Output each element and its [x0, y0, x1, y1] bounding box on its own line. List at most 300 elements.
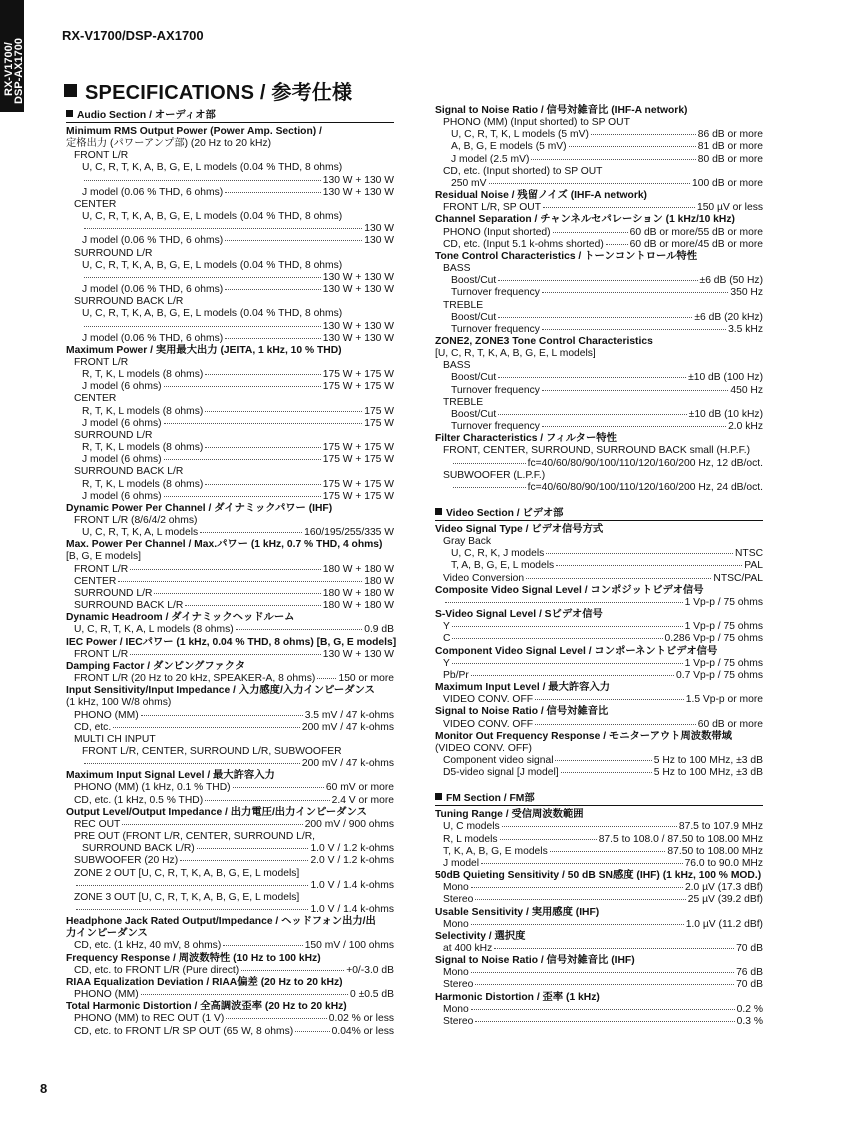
- spec-line: U, C, R, T, K, A, B, G, E, L models (0.04 % THD, 8 ohms): [82, 162, 343, 174]
- spec-heading: Signal to Noise Ratio / 信号対雑音比: [435, 706, 609, 718]
- spec-value: 175 W + 175 W: [322, 490, 394, 502]
- spec-label: Mono: [443, 967, 469, 979]
- spec-line: U, C, R, T, K, A, B, G, E, L models (0.04 % THD, 8 ohms): [82, 259, 343, 271]
- spec-value: 175 W + 175 W: [322, 381, 394, 393]
- spec-line: TREBLE: [443, 299, 484, 311]
- spec-label: J model (6 ohms): [82, 490, 162, 502]
- dot-leader: [180, 859, 308, 861]
- spec-line: BASS: [443, 360, 471, 372]
- dot-leader: [225, 239, 362, 241]
- spec-line: FRONT L/R (8/6/4/2 ohms): [74, 515, 198, 526]
- spec-value: 87.5 to 108.0 / 87.50 to 108.00 MHz: [598, 833, 763, 845]
- spec-line: FRONT L/R: [74, 150, 129, 162]
- spec-value: ±10 dB (100 Hz): [688, 372, 763, 384]
- dot-leader: [561, 771, 652, 773]
- dot-leader: [452, 625, 683, 627]
- spec-value: 130 W + 130 W: [322, 271, 394, 283]
- section-heading: [66, 105, 394, 123]
- spec-row: [435, 882, 763, 894]
- spec-label: at 400 kHz: [443, 943, 493, 954]
- spec-row: [66, 795, 394, 807]
- side-tab: [0, 0, 24, 112]
- spec-row: [435, 154, 763, 166]
- dot-leader: [453, 462, 526, 464]
- dot-leader: [542, 389, 728, 391]
- spec-row: [66, 904, 394, 916]
- spec-line: Gray Back: [443, 536, 492, 548]
- spec-label: PHONO (MM): [74, 709, 139, 721]
- spec-row: [435, 967, 763, 979]
- dot-leader: [498, 376, 686, 378]
- spec-row: [435, 227, 763, 239]
- spec-label: R, T, K, L models (8 ohms): [82, 478, 204, 490]
- spec-row: [435, 597, 763, 609]
- dot-leader: [535, 723, 696, 725]
- spec-row: [66, 284, 394, 296]
- spec-label: Y: [443, 657, 450, 669]
- dot-leader: [225, 191, 321, 193]
- dot-leader: [471, 886, 683, 888]
- dot-leader: [130, 653, 321, 655]
- spec-line: 定格出力 (パワーアンプ部) (20 Hz to 20 kHz): [66, 138, 272, 150]
- spec-row: [435, 458, 763, 470]
- dot-leader: [317, 677, 336, 679]
- spec-row: [66, 175, 394, 187]
- spec-value: 130 W + 130 W: [322, 186, 394, 198]
- dot-leader: [130, 568, 321, 570]
- dot-leader: [225, 288, 321, 290]
- spec-row: [66, 649, 394, 661]
- spec-label: Mono: [443, 918, 469, 930]
- spec-value: 130 W + 130 W: [322, 320, 394, 332]
- spec-row: [435, 548, 763, 560]
- spec-heading: Component Video Signal Level / コンポーネントビデオ信号: [435, 645, 718, 657]
- spec-label: Turnover frequency: [451, 323, 540, 335]
- spec-row: [435, 767, 763, 779]
- spec-label: A, B, G, E models (5 mV): [451, 141, 567, 153]
- spec-row: [66, 722, 394, 734]
- dot-leader: [118, 580, 362, 582]
- spec-heading: Channel Separation / チャンネルセパレーション (1 kHz/10 kHz): [435, 214, 735, 226]
- spec-row: [435, 129, 763, 141]
- spec-row: [435, 287, 763, 299]
- spec-heading: Filter Characteristics / フィルター特性: [435, 433, 617, 445]
- spec-row: [435, 560, 763, 572]
- dot-leader: [591, 133, 696, 135]
- spec-label: U, C models: [443, 821, 500, 833]
- dot-leader: [76, 908, 308, 910]
- spec-row: [66, 880, 394, 892]
- spec-row: [66, 1013, 394, 1025]
- spec-row: [435, 919, 763, 931]
- spec-line: U, C, R, T, K, A, B, G, E, L models (0.04 % THD, 8 ohms): [82, 308, 343, 320]
- spec-heading: Harmonic Distortion / 歪率 (1 kHz): [435, 991, 600, 1003]
- spec-value: 0.2 %: [736, 1003, 763, 1015]
- spec-heading: Maximum Input Signal Level / 最大許容入力: [66, 770, 275, 782]
- spec-row: [66, 369, 394, 381]
- spec-row: [435, 894, 763, 906]
- spec-row: [66, 1026, 394, 1038]
- spec-value: fc=40/60/80/90/100/110/120/160/200 Hz, 24 dB/oct.: [527, 481, 763, 493]
- spec-value: 150 µV or less: [696, 202, 763, 214]
- spec-value: ±6 dB (50 Hz): [699, 275, 763, 287]
- spec-row: [435, 202, 763, 214]
- dot-leader: [164, 385, 321, 387]
- spec-line: FRONT, CENTER, SURROUND, SURROUND BACK small (H.P.F.): [443, 445, 751, 457]
- spec-value: 2.0 kHz: [728, 421, 763, 433]
- section-heading-text: Audio Section / オーディオ部: [77, 110, 216, 121]
- spec-label: CD, etc. (Input 5.1 k-ohms shorted): [443, 238, 604, 250]
- spec-label: Boost/Cut: [451, 408, 497, 420]
- spec-heading: 50dB Quieting Sensitivity / 50 dB SN感度 (IHF) (1 kHz, 100 % MOD.): [435, 870, 762, 882]
- spec-row: [435, 1016, 763, 1028]
- dot-leader: [498, 413, 686, 415]
- spec-value: PAL: [744, 560, 763, 572]
- spec-label: Stereo: [443, 1015, 474, 1027]
- spec-value: 76 dB: [736, 967, 763, 979]
- dot-leader: [164, 495, 321, 497]
- spec-row: [66, 782, 394, 794]
- spec-value: NTSC/PAL: [713, 572, 763, 584]
- spec-label: Y: [443, 621, 450, 633]
- section-heading: [435, 788, 763, 806]
- spec-row: [66, 527, 394, 539]
- page-title-text: SPECIFICATIONS / 参考仕様: [85, 82, 353, 104]
- spec-label: J model (0.06 % THD, 6 ohms): [82, 235, 224, 247]
- spec-value: 1 Vp-p / 75 ohms: [684, 621, 763, 633]
- dot-leader: [471, 923, 684, 925]
- spec-label: Stereo: [443, 894, 474, 906]
- spec-value: 87.5 to 107.9 MHz: [678, 821, 763, 833]
- spec-heading: ZONE2, ZONE3 Tone Control Characteristics: [435, 335, 653, 347]
- spec-row: [435, 275, 763, 287]
- dot-leader: [542, 328, 726, 330]
- spec-label: U, C, R, K, J models: [451, 548, 545, 560]
- spec-row: [435, 821, 763, 833]
- spec-row: [66, 819, 394, 831]
- spec-value: 60 dB or more/55 dB or more: [629, 226, 763, 238]
- spec-label: 250 mV: [451, 177, 487, 189]
- spec-heading: Usable Sensitivity / 実用感度 (IHF): [435, 906, 600, 918]
- dot-leader: [225, 337, 321, 339]
- spec-value: 81 dB or more: [697, 141, 763, 153]
- dot-leader: [526, 577, 711, 579]
- spec-label: J model: [443, 857, 480, 869]
- spec-label: Component video signal: [443, 754, 554, 766]
- spec-value: 25 µV (39.2 dBf): [687, 894, 763, 906]
- section-square-icon: [435, 793, 442, 800]
- spec-label: SURROUND BACK L/R): [82, 843, 195, 855]
- spec-row: [435, 621, 763, 633]
- spec-value: 0.286 Vp-p / 75 ohms: [664, 633, 763, 645]
- spec-value: 0.3 %: [736, 1015, 763, 1027]
- dot-leader: [205, 446, 320, 448]
- spec-value: 175 W: [364, 405, 394, 417]
- spec-label: REC OUT: [74, 818, 121, 830]
- spec-heading: Monitor Out Frequency Response / モニターアウト周波数帯域: [435, 730, 732, 742]
- dot-leader: [471, 971, 734, 973]
- spec-line: PHONO (MM) (Input shorted) to SP OUT: [443, 117, 630, 129]
- spec-label: R, L models: [443, 833, 498, 845]
- spec-value: 175 W + 175 W: [322, 478, 394, 490]
- spec-row: [66, 564, 394, 576]
- spec-label: J model (6 ohms): [82, 454, 162, 466]
- spec-line: ZONE 2 OUT [U, C, R, T, K, A, B, G, E, L models]: [74, 867, 300, 879]
- spec-heading: Selectivity / 選択度: [435, 930, 526, 942]
- spec-heading: S-Video Signal Level / Sビデオ信号: [435, 609, 603, 621]
- spec-row: [66, 588, 394, 600]
- spec-value: 200 mV / 47 k-ohms: [301, 758, 394, 770]
- dot-leader: [141, 993, 348, 995]
- spec-row: [435, 385, 763, 397]
- spec-row: [435, 633, 763, 645]
- spec-value: 70 dB: [736, 943, 763, 954]
- dot-leader: [481, 862, 683, 864]
- spec-row: [66, 272, 394, 284]
- spec-label: U, C, R, T, K, A, L models: [82, 527, 199, 539]
- spec-row: [66, 418, 394, 430]
- spec-label: T, K, A, B, G, E models: [443, 845, 548, 857]
- spec-value: 76.0 to 90.0 MHz: [684, 857, 763, 869]
- spec-label: CD, etc.: [74, 721, 112, 733]
- spec-heading: Signal to Noise Ratio / 信号対雑音比 (IHF): [435, 955, 635, 967]
- section-heading-text: Video Section / ビデオ部: [446, 508, 564, 519]
- spec-value: 0.04% or less: [331, 1025, 394, 1037]
- spec-row: [66, 491, 394, 503]
- spec-value: 150 or more: [338, 673, 394, 685]
- dot-leader: [569, 145, 696, 147]
- spec-row: [66, 710, 394, 722]
- dot-leader: [542, 291, 728, 293]
- spec-label: J model (0.06 % THD, 6 ohms): [82, 284, 224, 296]
- spec-value: 175 W + 175 W: [322, 442, 394, 454]
- spec-value: 1 Vp-p / 75 ohms: [684, 657, 763, 669]
- spec-row: [435, 846, 763, 858]
- spec-value: 130 W + 130 W: [322, 174, 394, 186]
- spec-row: [435, 178, 763, 190]
- dot-leader: [553, 231, 628, 233]
- spec-row: [66, 223, 394, 235]
- spec-row: [435, 755, 763, 767]
- spec-row: [435, 858, 763, 870]
- dot-leader: [241, 969, 344, 971]
- dot-leader: [113, 726, 300, 728]
- spec-value: 1.0 V / 1.4 k-ohms: [310, 904, 394, 915]
- dot-leader: [122, 823, 302, 825]
- spec-row: [435, 141, 763, 153]
- dot-leader: [452, 637, 662, 639]
- dot-leader: [84, 276, 321, 278]
- spec-label: SURROUND L/R: [74, 587, 153, 599]
- spec-heading: RIAA Equalization Deviation / RIAA偏差 (20 Hz to 20 kHz): [66, 976, 343, 988]
- spec-label: VIDEO CONV. OFF: [443, 694, 534, 706]
- dot-leader: [498, 279, 697, 281]
- spec-label: CD, etc. (1 kHz, 40 mV, 8 ohms): [74, 940, 222, 952]
- spec-row: [435, 482, 763, 494]
- spec-label: SUBWOOFER (20 Hz): [74, 855, 179, 867]
- spec-value: 86 dB or more: [697, 129, 763, 141]
- dot-leader: [550, 850, 666, 852]
- spec-row: [435, 719, 763, 731]
- spec-value: 130 W + 130 W: [322, 648, 394, 660]
- spec-line: [B, G, E models]: [66, 551, 141, 563]
- spec-label: U, C, R, T, K, A, L models (8 ohms): [74, 624, 234, 636]
- spec-heading: Headphone Jack Rated Output/Impedance / ヘッドフォン出力/出: [66, 916, 376, 928]
- dot-leader: [531, 158, 695, 160]
- spec-line: SURROUND L/R: [74, 429, 153, 441]
- section-spacer: [435, 494, 763, 503]
- spec-label: PHONO (MM) to REC OUT (1 V): [74, 1013, 225, 1025]
- spec-row: [66, 381, 394, 393]
- spec-row: [435, 694, 763, 706]
- spec-row: [435, 324, 763, 336]
- spec-heading: IEC Power / IECパワー (1 kHz, 0.04 % THD, 8 ohms) [B, G, E models]: [66, 636, 397, 648]
- spec-row: [435, 409, 763, 421]
- spec-label: SURROUND BACK L/R: [74, 600, 184, 612]
- spec-label: VIDEO CONV. OFF: [443, 718, 534, 730]
- spec-label: Mono: [443, 1003, 469, 1015]
- spec-heading: Maximum Input Level / 最大許容入力: [435, 682, 611, 694]
- spec-label: Video Conversion: [443, 572, 525, 584]
- spec-line: SUBWOOFER (L.P.F.): [443, 469, 546, 481]
- spec-row: [66, 442, 394, 454]
- spec-row: [66, 235, 394, 247]
- dot-leader: [233, 786, 324, 788]
- section-heading: [435, 503, 763, 521]
- spec-heading: Total Harmonic Distortion / 全高調波歪率 (20 Hz to 20 kHz): [66, 1001, 347, 1013]
- spec-label: CD, etc. to FRONT L/R SP OUT (65 W, 8 ohms): [74, 1025, 294, 1037]
- side-tab-line-1: RX-V1700/: [3, 42, 15, 96]
- spec-row: [66, 576, 394, 588]
- spec-value: 150 mV / 100 ohms: [304, 940, 394, 952]
- dot-leader: [500, 838, 597, 840]
- spec-row: [435, 312, 763, 324]
- spec-line: (VIDEO CONV. OFF): [435, 742, 532, 754]
- spec-row: [435, 421, 763, 433]
- dot-leader: [236, 628, 363, 630]
- spec-value: ±6 dB (20 kHz): [694, 311, 763, 323]
- spec-value: ±10 dB (10 kHz): [688, 408, 763, 420]
- page-number: 8: [40, 1081, 48, 1096]
- side-tab-line-2: DSP-AX1700: [13, 37, 25, 104]
- spec-value: 180 W + 180 W: [322, 563, 394, 575]
- spec-line: PRE OUT (FRONT L/R, CENTER, SURROUND L/R,: [74, 831, 316, 843]
- spec-heading: Tuning Range / 受信周波数範囲: [435, 809, 584, 821]
- spec-row: [66, 321, 394, 333]
- spec-heading: 力インピーダンス: [66, 928, 148, 940]
- dot-leader: [164, 458, 321, 460]
- dot-leader: [546, 552, 733, 554]
- spec-label: J model (0.06 % THD, 6 ohms): [82, 332, 224, 344]
- dot-leader: [200, 531, 302, 533]
- dot-leader: [226, 1017, 326, 1019]
- spec-label: FRONT L/R: [74, 648, 129, 660]
- spec-heading: Max. Power Per Channel / Max.パワー (1 kHz, 0.7 % THD, 4 ohms): [66, 539, 383, 551]
- spec-line: SURROUND BACK L/R: [74, 296, 184, 308]
- spec-line: CD, etc. (Input shorted) to SP OUT: [443, 165, 603, 177]
- spec-value: 450 Hz: [730, 384, 763, 396]
- dot-leader: [84, 325, 321, 327]
- spec-value: 70 dB: [736, 979, 763, 991]
- spec-value: 130 W + 130 W: [322, 284, 394, 296]
- dot-leader: [141, 714, 303, 716]
- dot-leader: [475, 898, 685, 900]
- spec-value: 1.5 Vp-p or more: [685, 694, 763, 706]
- spec-label: C: [443, 633, 451, 645]
- spec-row: [66, 965, 394, 977]
- spec-value: 60 mV or more: [325, 782, 394, 794]
- dot-leader: [197, 847, 309, 849]
- spec-label: Boost/Cut: [451, 275, 497, 287]
- spec-label: FRONT L/R: [74, 563, 129, 575]
- dot-leader: [498, 316, 692, 318]
- spec-row: [66, 454, 394, 466]
- spec-row: [66, 673, 394, 685]
- spec-row: [435, 573, 763, 585]
- spec-row: [435, 979, 763, 991]
- spec-value: 1.0 µV (11.2 dBf): [685, 918, 763, 930]
- spec-row: [66, 406, 394, 418]
- spec-row: [435, 658, 763, 670]
- spec-label: Boost/Cut: [451, 372, 497, 384]
- spec-value: 1.0 V / 1.4 k-ohms: [310, 879, 394, 891]
- spec-row: [435, 239, 763, 251]
- spec-value: 130 W: [364, 223, 394, 235]
- dot-leader: [154, 592, 320, 594]
- spec-line: BASS: [443, 263, 471, 275]
- spec-label: J model (2.5 mV): [451, 153, 530, 165]
- spec-row: [66, 855, 394, 867]
- spec-label: Boost/Cut: [451, 311, 497, 323]
- section-spacer: [435, 779, 763, 788]
- spec-label: Stereo: [443, 979, 474, 991]
- spec-value: 1 Vp-p / 75 ohms: [684, 596, 763, 608]
- spec-label: R, T, K, L models (8 ohms): [82, 442, 204, 454]
- spec-line: CENTER: [74, 198, 117, 210]
- spec-value: 1.0 V / 1.2 k-ohms: [310, 843, 394, 855]
- dot-leader: [185, 604, 320, 606]
- section-heading-text: FM Section / FM部: [446, 793, 535, 805]
- spec-heading: Residual Noise / 残留ノイズ (IHF-A network): [435, 190, 647, 202]
- dot-leader: [205, 410, 362, 412]
- spec-label: D5-video signal [J model]: [443, 767, 559, 779]
- dot-leader: [445, 601, 683, 603]
- dot-leader: [542, 425, 726, 427]
- spec-row: [66, 600, 394, 612]
- dot-leader: [205, 799, 329, 801]
- spec-label: Turnover frequency: [451, 287, 540, 299]
- spec-value: 180 W + 180 W: [322, 600, 394, 612]
- dot-leader: [494, 947, 734, 949]
- spec-label: PHONO (Input shorted): [443, 226, 551, 238]
- spec-line: U, C, R, T, K, A, B, G, E, L models (0.04 % THD, 8 ohms): [82, 211, 343, 223]
- spec-row: [66, 479, 394, 491]
- spec-line: FRONT L/R: [74, 356, 129, 368]
- spec-value: 60 dB or more/45 dB or more: [629, 238, 763, 250]
- spec-label: Turnover frequency: [451, 384, 540, 396]
- spec-value: 175 W: [364, 417, 394, 429]
- spec-line: FRONT L/R, CENTER, SURROUND L/R, SUBWOOFER: [82, 745, 342, 757]
- spec-heading: Video Signal Type / ビデオ信号方式: [435, 524, 604, 535]
- spec-heading: Damping Factor / ダンピングファクタ: [66, 660, 246, 672]
- dot-leader: [471, 1008, 735, 1010]
- spec-row: [66, 843, 394, 855]
- spec-row: [66, 989, 394, 1001]
- spec-label: R, T, K, L models (8 ohms): [82, 369, 204, 381]
- spec-label: U, C, R, T, K, L models (5 mV): [451, 129, 589, 141]
- spec-heading: Dynamic Power Per Channel / ダイナミックパワー (IHF): [66, 502, 333, 514]
- spec-value: 200 mV / 47 k-ohms: [301, 721, 394, 733]
